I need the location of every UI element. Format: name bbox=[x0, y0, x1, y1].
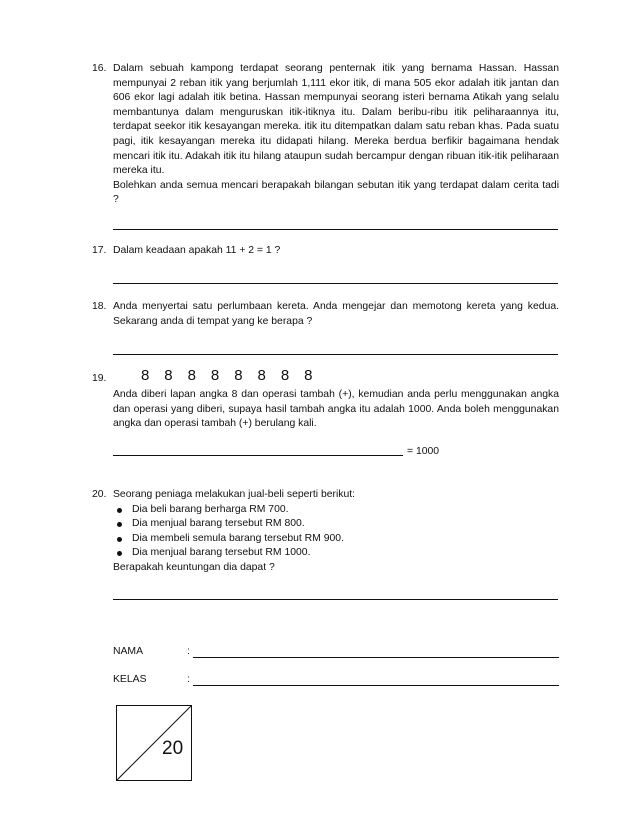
question-text: Dalam keadaan apakah 11 + 2 = 1 ? bbox=[113, 245, 281, 256]
question-number: 20. bbox=[92, 489, 107, 500]
question-number: 19. bbox=[92, 373, 107, 384]
answer-line-17[interactable] bbox=[113, 283, 558, 284]
answer-suffix: = 1000 bbox=[407, 446, 440, 457]
answer-line-19[interactable] bbox=[113, 455, 403, 456]
nama-label: NAMA bbox=[113, 646, 144, 657]
answer-line-16[interactable] bbox=[113, 229, 558, 230]
question-number: 18. bbox=[92, 301, 107, 312]
kelas-colon: : bbox=[187, 674, 190, 685]
question-number: 16. bbox=[92, 63, 107, 74]
kelas-field[interactable] bbox=[193, 685, 559, 686]
question-body bbox=[113, 244, 559, 259]
transaction-list bbox=[113, 503, 559, 561]
answer-line-20[interactable] bbox=[113, 599, 558, 600]
question-body bbox=[113, 488, 559, 576]
list-item: Dia menjual barang tersebut RM 1000. bbox=[113, 546, 559, 561]
nama-field[interactable] bbox=[193, 657, 559, 658]
list-item: Dia menjual barang tersebut RM 800. bbox=[113, 517, 559, 532]
question-text: Anda diberi lapan angka 8 dan operasi tambah (+), kemudian anda perlu menggunakan angka dan operasi yang diberi, supaya hasil tambah angka itu adalah 1000. Anda boleh menggunakan angka dan operasi tambah (+) berulang kali. bbox=[113, 389, 559, 430]
list-item: Dia membeli semula barang tersebut RM 900. bbox=[113, 532, 559, 547]
nama-colon: : bbox=[187, 646, 190, 657]
answer-line-18[interactable] bbox=[113, 354, 558, 355]
question-number: 17. bbox=[92, 245, 107, 256]
eight-digits: 8 8 8 8 8 8 8 8 bbox=[141, 367, 318, 384]
question-prompt: Bolehkan anda semua mencari berapakah bilangan sebutan itik yang terdapat dalam cerita tadi ? bbox=[113, 179, 559, 206]
question-body bbox=[113, 300, 559, 329]
question-body bbox=[113, 388, 559, 432]
kelas-label: KELAS bbox=[113, 674, 147, 685]
list-item: Dia beli barang berharga RM 700. bbox=[113, 503, 559, 518]
score-total: 20 bbox=[162, 738, 184, 759]
question-text: Dalam sebuah kampong terdapat seorang penternak itik yang bernama Hassan. Hassan mempunyai 2 reban itik yang berjumlah 1,111 ekor itik, di mana 505 ekor adalah itik jantan dan 606 ekor lagi adalah itik betina. Hassan mempunyai seorang isteri bernama Atikah yang selalu membantunya dalam menguruskan itik-itiknya itu. Dalam beribu-ribu itik peliharaannya itu, terdapat seekor itik kesayangan mereka. itik itu ditempatkan dalam satu reban khas. Pada suatu pagi, itik kesayangan mereka itu didapati hilang. Mereka berdua berfikir bagaimana hendak mencari itik itu. Adakah itik itu hilang ataupun sudah bercampur dengan ribuan itik-itik peliharaan mereka itu. bbox=[113, 63, 559, 177]
question-body bbox=[113, 62, 559, 208]
question-intro: Seorang peniaga melakukan jual-beli seperti berikut: bbox=[113, 489, 356, 500]
question-prompt: Berapakah keuntungan dia dapat ? bbox=[113, 561, 275, 573]
question-text: Anda menyertai satu perlumbaan kereta. Anda mengejar dan memotong kereta yang kedua. Sekarang anda di tempat yang ke berapa ? bbox=[113, 301, 559, 327]
